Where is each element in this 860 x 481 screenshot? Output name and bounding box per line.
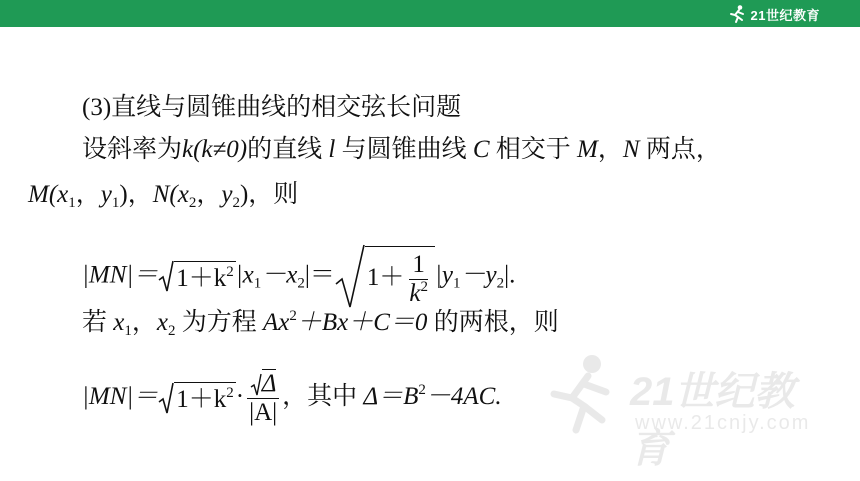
math-delta: Δ＝B — [363, 383, 419, 411]
math-rest: －4AC. — [425, 383, 502, 411]
denominator: |A| — [249, 399, 278, 426]
math-minus: －y — [460, 261, 497, 289]
subscript: 1 — [452, 275, 461, 292]
radicand: 1＋ — [366, 264, 405, 292]
running-figure-icon — [540, 350, 620, 440]
subscript: 2 — [297, 275, 305, 292]
radical-icon — [250, 373, 262, 397]
numerator: 1 — [409, 251, 428, 280]
math-x: x — [156, 309, 168, 336]
fraction — [406, 251, 431, 308]
radical-icon — [158, 382, 174, 416]
subscript: 2 — [188, 195, 197, 211]
text: ， — [131, 309, 157, 336]
sqrt-1 — [158, 260, 236, 294]
math-l: l — [328, 136, 336, 163]
math-abs: |y — [434, 261, 453, 289]
superscript: 2 — [420, 279, 428, 295]
math-k: k — [409, 280, 421, 307]
text: 两点， — [645, 136, 721, 163]
math-k: k(k≠0) — [182, 136, 248, 163]
formula-chord-length — [82, 244, 515, 310]
subscript: 2 — [496, 275, 505, 292]
superscript: 2 — [226, 263, 234, 280]
math-lhs: |MN|＝ — [82, 261, 159, 289]
text: ， — [196, 181, 222, 208]
math-N: N — [622, 136, 640, 163]
math-x: x — [57, 181, 69, 208]
text: ， — [75, 181, 101, 208]
sqrt-2 — [335, 244, 435, 310]
subscript: 2 — [232, 195, 240, 211]
math-N: N( — [152, 181, 178, 208]
math-x: x — [113, 309, 125, 336]
text: 的直线 — [247, 136, 323, 163]
math-x: x — [177, 181, 189, 208]
math-y: y — [100, 181, 112, 208]
denominator — [406, 280, 431, 308]
text: |＝ — [304, 261, 335, 289]
watermark-text: 21世纪教育 — [630, 370, 795, 471]
section-title: (3)直线与圆锥曲线的相交弦长问题 — [82, 94, 462, 121]
subscript: 2 — [168, 323, 176, 339]
math-M: M( — [28, 181, 58, 208]
radical-icon — [158, 260, 174, 294]
radicand: 1＋k — [176, 264, 227, 292]
subscript: 1 — [111, 195, 120, 211]
text: 为方程 — [181, 309, 257, 336]
text: 相交于 — [495, 136, 571, 163]
math-lhs: |MN|＝ — [82, 383, 159, 411]
subscript: 1 — [124, 323, 132, 339]
text: 与圆锥曲线 — [341, 136, 467, 163]
superscript: 2 — [289, 308, 297, 324]
paragraph-roots — [82, 308, 559, 338]
text: )， — [119, 181, 153, 208]
math-C: C — [472, 136, 490, 163]
subscript: 1 — [253, 275, 262, 292]
math-eq: Ax — [263, 309, 290, 336]
fraction — [246, 370, 280, 427]
text: 若 — [82, 309, 108, 336]
math-abs: |x — [235, 261, 254, 289]
math-delta: Δ — [261, 370, 277, 397]
paragraph-slope — [82, 135, 721, 165]
superscript: 2 — [418, 382, 426, 399]
watermark-url: www.21cnjy.com — [635, 412, 811, 434]
formula-discriminant — [82, 370, 502, 427]
radical-icon — [335, 244, 365, 310]
logo-text: 21世纪教育 — [750, 7, 820, 23]
text: ， — [597, 136, 623, 163]
text: ，其中 — [282, 383, 358, 411]
sqrt-3 — [158, 382, 236, 416]
text: )，则 — [239, 181, 299, 208]
math-y: y — [221, 181, 233, 208]
superscript: 2 — [226, 385, 234, 401]
subscript: 1 — [68, 195, 76, 211]
paragraph-points — [28, 180, 298, 210]
math-minus: －x — [261, 261, 298, 289]
numerator — [247, 370, 280, 399]
radicand: 1＋k — [176, 386, 227, 413]
watermark — [540, 350, 830, 471]
text: 设斜率为 — [82, 136, 183, 163]
math-M: M — [577, 136, 598, 163]
text: · — [235, 383, 245, 411]
text: 的两根，则 — [433, 309, 559, 336]
math-eq: ＋Bx＋C＝0 — [296, 309, 428, 336]
text: |. — [504, 261, 516, 289]
